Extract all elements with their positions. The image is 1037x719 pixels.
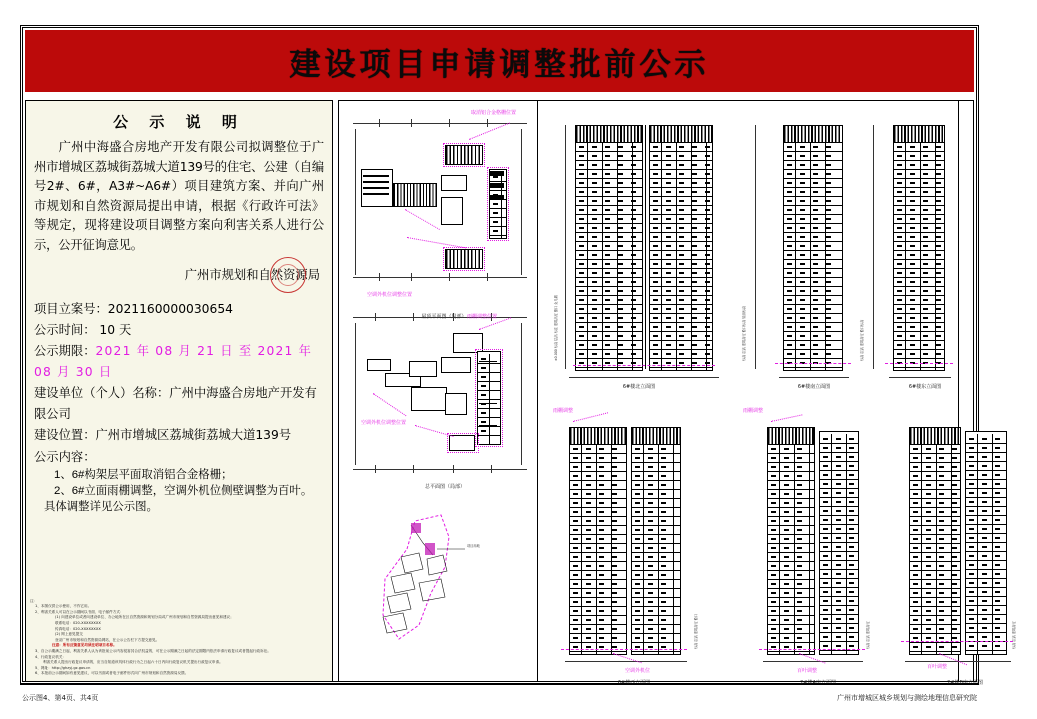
elevation-6-callout-bottom: 百叶调整	[927, 664, 948, 670]
field-builder	[34, 383, 324, 425]
notice-heading: 公 示 说 明	[113, 113, 245, 131]
notice-panel	[25, 100, 333, 682]
elevation-6-caption: 2#楼B座立面图	[947, 680, 983, 686]
elevation-3: 标高 层高 建筑高度 檐口标高	[859, 111, 967, 379]
location-plan	[349, 497, 531, 677]
fineprint-line-4: 联系电话：020-XXXXXXXX	[55, 621, 101, 626]
duration-label: 公示时间：	[34, 323, 96, 337]
contents-label: 公示内容：	[34, 450, 96, 464]
roof-plan-caption: 屋顶平面图（局部）	[421, 314, 467, 320]
site-plan-caption: 总平面图（局部）	[424, 484, 465, 490]
fineprint-line-13: 6、本批前公示期间如有意见建议，可以书面或者电子邮件形式向广州市规划和自然资源局反馈。	[35, 671, 189, 676]
location-marker-label: 项目用地	[467, 544, 480, 548]
period-label: 公示期限：	[34, 344, 96, 358]
elevation-5: 标高 层高 建筑高度	[739, 413, 879, 663]
elevation-2-caption: 6#楼南立面图	[797, 384, 831, 390]
record-no-value: 2021160000030654	[107, 302, 233, 316]
location-value: 广州市增城区荔城街荔城大道139号	[95, 428, 292, 442]
elevation-5-callout-top: 雨棚调整	[743, 408, 764, 414]
location-label: 建设位置：	[34, 428, 96, 442]
fineprint-line-2: 2、利害关系人可以在公示期间以书面、电子邮件方式：	[35, 609, 124, 614]
content-item-2: 2、6#立面雨棚调整，空调外机位侧壁调整为百叶。	[54, 485, 313, 497]
fineprint-line-6: (2) 网上意见提交	[55, 632, 83, 637]
fineprint-line-3: (1) 向建设单位或者向建设单位、办公地所在区自然资源和规划分局或广州市规划和自然资源局提出意见和建议；	[55, 615, 234, 620]
field-location	[34, 425, 324, 446]
footer-divider	[20, 684, 979, 685]
field-duration	[34, 320, 324, 341]
elevation-5-caption: 2#楼A座立面图	[800, 680, 836, 686]
duration-value: 10 天	[99, 323, 132, 337]
field-period	[34, 341, 324, 383]
drawing-area	[338, 100, 1016, 686]
fineprint-line-5: 传真电话：020-XXXXXXXX	[55, 626, 101, 631]
fineprint-block	[30, 599, 328, 677]
site-plan-roof	[349, 109, 531, 299]
issuing-authority: 广州市规划和自然资源局	[184, 268, 320, 282]
official-seal-icon	[270, 257, 306, 293]
elevation-6: 标高 层高 建筑高度	[887, 413, 1037, 663]
content-tail: 具体调整详见公示图。	[44, 501, 158, 513]
site-plan-general	[349, 307, 531, 493]
field-record-no	[34, 299, 324, 320]
column-divider-1	[537, 101, 538, 681]
location-plan-svg	[349, 497, 531, 677]
plan-callout-label-2: 空调外机位调整位置	[361, 420, 407, 426]
site-callout-box-bottom	[443, 247, 485, 271]
fineprint-line-7: 登录广州市规划和自然资源局网站，在公示公告栏下方提交意见。	[55, 637, 160, 642]
fineprint-line-10: 4、行政复议机关：	[35, 654, 67, 659]
elevation-5-callout-bottom: 百叶调整	[797, 668, 818, 674]
site-callout-label-2: 空调外机位调整位置	[367, 292, 413, 298]
elevation-1-caption: 6#楼北立面图	[622, 384, 656, 390]
notice-signature-block	[34, 265, 324, 283]
fineprint-line-1: 1、本图仅供公示使用，不作它用。	[35, 604, 92, 609]
fineprint-line-9: 3、自公示期满之日起，利害关系人认为该批前公示内容侵害其合法权益的，可在公示期满之日起的法定期限内依法申请行政复议或者提起行政诉讼。	[35, 649, 271, 654]
footer	[22, 689, 977, 707]
fineprint-line-12: 5、网址：http://ghzyj.gz.gov.cn	[35, 665, 91, 670]
plan-callout-label-1: 雨棚调整位置	[467, 314, 498, 320]
elevation-4-callout-bottom: 空调外机位	[625, 668, 651, 674]
elevation-3-caption: 6#楼东立面图	[908, 384, 942, 390]
title-banner	[25, 30, 974, 92]
notice-fields	[34, 299, 324, 515]
elevation-4-callout-top: 雨棚调整	[553, 408, 574, 414]
builder-value: 广州中海盛合房地产开发有限公司	[34, 386, 317, 421]
site-callout-box-top	[443, 143, 485, 167]
notice-body: 广州中海盛合房地产开发有限公司拟调整位于广州市增城区荔城街荔城大道139号的住宅、公建（自编号2#、6#，A3#~A6#）项目建筑方案、并向广州市规划和自然资源局提出申请，根据《行政许可法》等规定，现将建设项目调整方案向利害关系人进行公示，公开征询意见。	[34, 140, 324, 252]
plan-callout-box-right	[475, 349, 503, 447]
elevation-2: 标高 层高 建筑高度 檐口标高 屋面标高	[739, 111, 859, 379]
record-no-label: 项目立案号：	[34, 302, 108, 316]
elevation-1: ±0.000 标高 层高 标注 建筑高度 檐口 女儿墙	[549, 111, 729, 379]
footer-page-info: 公示图4、第4页、共4页	[22, 694, 99, 702]
site-callout-label-1: 取消铝合金格栅位置	[471, 110, 517, 116]
footer-institute: 广州市增城区城乡规划与测绘地理信息研究院	[837, 694, 977, 702]
content-item-1: 1、6#构架层平面取消铝合金格栅；	[54, 469, 233, 481]
elevation-4-caption: 6#楼西立面图	[617, 680, 651, 686]
fineprint-head: 注：	[30, 598, 38, 603]
fineprint-line-11: 利害关系人提出行政复议申请的，应当自知道该具体行政行为之日起六十日内向行政复议机关提出行政复议申请。	[43, 660, 223, 665]
page-title: 建设项目申请调整批前公示	[289, 46, 710, 83]
site-callout-box-right	[487, 167, 509, 241]
builder-label: 建设单位（个人）名称：	[34, 386, 170, 400]
period-value: 2021 年 08 月 21 日 至 2021 年 08 月 30 日	[34, 344, 313, 379]
fineprint-line-8-emphasis: 注意：所有反馈意见均须注明项目名称。	[52, 643, 117, 648]
elevation-4: 标高 层高 建筑高度 檐口	[549, 413, 729, 663]
